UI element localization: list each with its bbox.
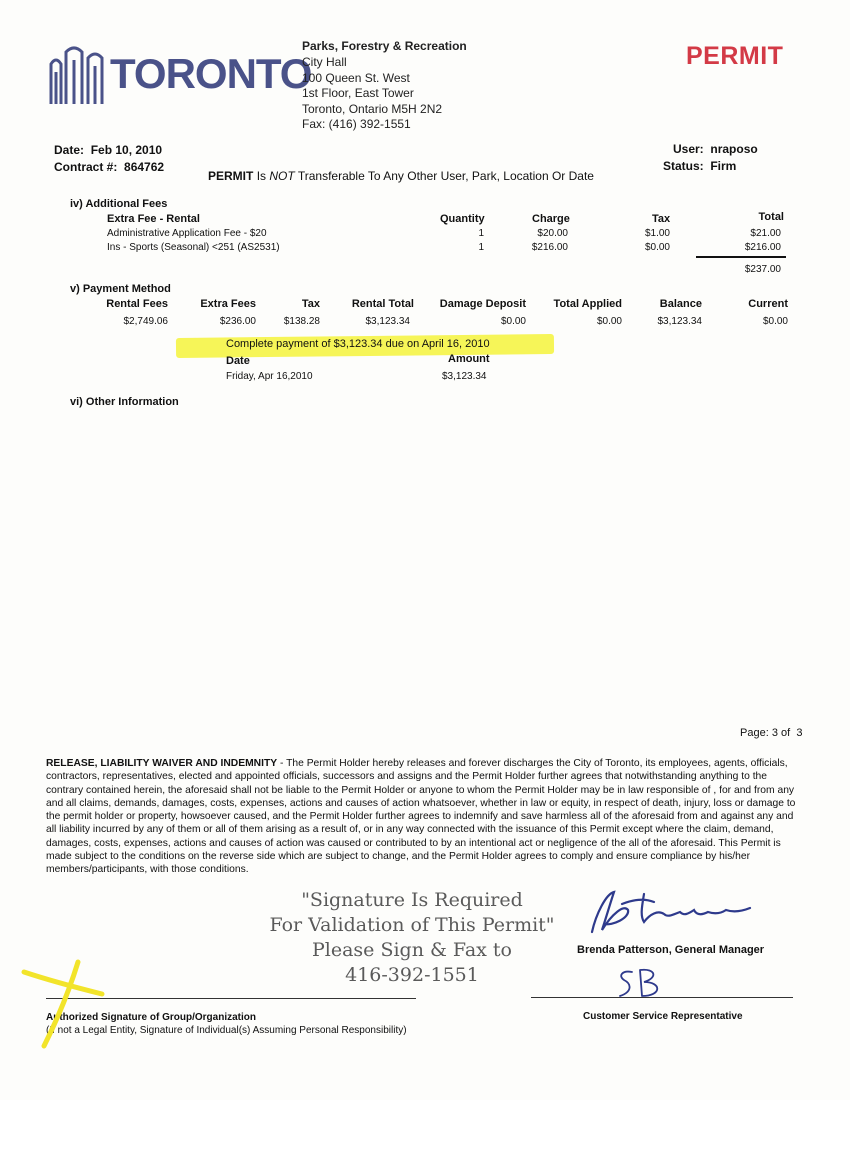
toronto-city-hall-icon [48,42,106,106]
fee-row-tax: $0.00 [644,242,670,253]
pay-col-value: $0.00 [500,316,526,327]
release-title: RELEASE, LIABILITY WAIVER AND INDEMNITY [46,758,278,769]
release-body: - The Permit Holder hereby releases and forever discharges the City of Toronto, its employees, agents, officials, contractors, representatives, elected and appointed officials, successors and assigns and the Permit Holder further agrees that notwithstanding anything to the contrary contained herein, the aforesaid shall not be liable to the Permit Holder or anyone to whom the Permit Holder may be in law responsible of , for and from any and all claims, demands, damages, costs, expenses, actions and causes of action whatsoever, whether in law or equity, in respect of death, injury, loss or damage to the permit holder or property, howsoever caused, and the Permit Holder further agrees to indemnify and save harmless all of the aforesaid from and against any and all liability incurred by any of them or all of them arising as a result of, or in any way connected with the issuance of this Permit except where the claim, demand, damages, costs, expenses, actions and causes of action was caused or contributed to by an intentional act or negligence of the all of the aforesaid. This Permit is made subject to the conditions on the reverse side which are subject to change, and the Permit Holder agrees to comply and ensure compliance by his/her members/participants, with those conditions. [46,758,796,876]
sign-here-x-mark [18,958,110,1050]
notice-permit: PERMIT [208,169,254,183]
pay-col-header: Rental Fees [106,298,168,310]
fee-row-qty: 1 [478,242,484,253]
page-current: 3 [771,727,778,739]
due-date-value: Friday, Apr 16,2010 [226,371,313,382]
fee-row-charge: $216.00 [531,242,568,253]
date-label: Date: [54,143,85,157]
pay-col-header: Balance [659,298,702,310]
pay-col-header: Tax [301,298,320,310]
user-value: nraposo [710,142,758,156]
fee-row-qty: 1 [478,228,484,239]
page-label: Page: [740,727,769,739]
group-signature-label: Authorized Signature of Group/Organization [46,1012,256,1023]
col-quantity: Quantity [440,213,485,225]
col-total: Total [758,211,784,223]
address-line: 100 Queen St. West [302,70,410,85]
status-label: Status: [663,159,704,173]
other-info-heading: vi) Other Information [70,396,179,408]
stamp-line: For Validation of This Permit" [269,914,555,936]
payment-method-heading: v) Payment Method [70,283,171,295]
pay-col-value: $3,123.34 [657,316,702,327]
pay-col-header: Total Applied [553,298,622,310]
date-row [54,143,162,157]
col-charge: Charge [532,213,570,225]
user-label: User: [673,142,704,156]
fee-row-total: $21.00 [750,228,781,239]
complete-payment-note: Complete payment of $3,123.34 due on April 16, 2010 [226,338,490,350]
pay-col-value: $138.28 [283,316,320,327]
user-row [673,142,758,156]
fee-row-desc: Ins - Sports (Seasonal) <251 (AS2531) [107,242,280,253]
document-type-title: PERMIT [686,42,784,70]
additional-fees-heading: iv) Additional Fees [70,198,168,210]
col-tax: Tax [652,213,671,225]
contract-label: Contract #: [54,160,118,174]
stamp-line: "Signature Is Required [301,889,523,911]
contract-row [54,160,164,174]
transfer-notice [208,169,594,183]
pay-col-header: Extra Fees [200,298,256,310]
csr-label: Customer Service Representative [583,1011,743,1022]
due-amount-header: Amount [448,353,490,365]
page-of: of [781,727,791,739]
due-date-header: Date [226,355,250,367]
pay-col-header: Current [748,298,788,310]
pay-col-value: $0.00 [596,316,622,327]
pay-col-header: Rental Total [351,298,414,310]
notice-rest: Transferable To Any Other User, Park, Location Or Date [297,169,594,183]
due-amount-value: $3,123.34 [442,371,487,382]
date-value: Feb 10, 2010 [90,143,163,157]
notice-not: NOT [269,169,295,183]
stamp-line: Please Sign & Fax to [311,939,512,961]
page-bottom-margin [0,1100,850,1169]
fee-row-charge: $20.00 [537,228,568,239]
address-line: Toronto, Ontario M5H 2N2 [302,101,443,116]
fee-row-tax: $1.00 [644,228,670,239]
release-waiver-paragraph [46,757,796,877]
pay-col-value: $0.00 [762,316,788,327]
csr-handwritten-initials [612,966,676,1000]
fax-line: Fax: (416) 392-1551 [302,117,411,131]
contract-value: 864762 [124,160,165,174]
total-rule [696,256,786,258]
department-name: Parks, Forestry & Recreation [302,39,467,53]
page-total: 3 [796,727,803,739]
pay-col-value: $2,749.06 [123,316,168,327]
notice-is: Is [256,169,267,183]
logo-wordmark: TORONTO [110,50,312,97]
stamp-line: 416-392-1551 [345,964,479,986]
address-line: City Hall [302,55,347,69]
fee-row-desc: Administrative Application Fee - $20 [107,228,267,239]
status-row [663,159,736,173]
fees-grand-total: $237.00 [744,264,781,275]
status-value: Firm [710,159,737,173]
csr-signature-line [531,997,793,998]
group-signature-note: (If not a Legal Entity, Signature of Individual(s) Assuming Personal Responsibility) [46,1025,407,1036]
manager-name-title: Brenda Patterson, General Manager [577,944,765,956]
manager-handwritten-signature [584,884,764,940]
department-address [302,55,442,133]
fee-row-total: $216.00 [744,242,781,253]
signature-required-stamp [262,888,562,988]
pay-col-value: $3,123.34 [365,316,410,327]
pay-col-value: $236.00 [219,316,256,327]
pay-col-header: Damage Deposit [439,298,526,310]
page-number [740,727,802,739]
fee-group-title: Extra Fee - Rental [107,213,200,225]
address-line: 1st Floor, East Tower [302,86,414,100]
